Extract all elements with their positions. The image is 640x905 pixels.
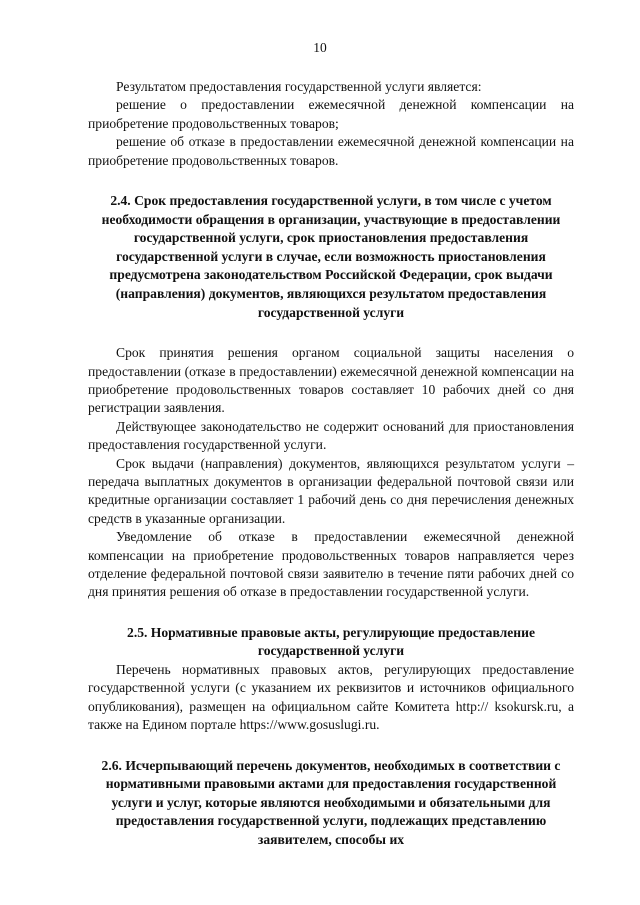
- spacer: [88, 735, 574, 757]
- section-2-5-paragraph-legal-acts: Перечень нормативных правовых актов, регулирующих предоставление государственной услуги (с указанием их реквизитов и источников официального опубликования), размещен на официальном сайте Комитета http:// ksokursk.ru, а также на Едином портале https://www.gosuslugi.ru.: [88, 662, 574, 733]
- spacer: [88, 170, 574, 192]
- section-2-5-heading: 2.5. Нормативные правовые акты, регулирующие предоставление государственной услуги: [127, 624, 535, 659]
- result-item-refusal: решение об отказе в предоставлении ежемесячной денежной компенсации на приобретение продовольственных товаров.: [88, 134, 574, 168]
- result-item-grant: решение о предоставлении ежемесячной денежной компенсации на приобретение продовольственных товаров;: [88, 97, 574, 131]
- spacer: [88, 602, 574, 624]
- spacer: [88, 322, 574, 344]
- section-2-4-paragraph-decision-term: Срок принятия решения органом социальной защиты населения о предоставлении (отказе в предоставлении) ежемесячной денежной компенсации на приобретение продовольственных товаров составляет 10 рабочих дней со дня регистрации заявления.: [88, 345, 574, 416]
- section-2-4-paragraph-issuance-term: Срок выдачи (направления) документов, являющихся результатом услуги – передача выплатных документов в организации федеральной почтовой связи или кредитные организации составляет 1 рабочий день со дня перечисления денежных средств в указанные организации.: [88, 455, 574, 526]
- page-content: [88, 78, 574, 850]
- result-intro: Результатом предоставления государственной услуги является:: [116, 79, 482, 94]
- section-2-6-heading: 2.6. Исчерпывающий перечень документов, необходимых в соответствии с нормативными правовыми актами для предоставления государственной услуги и услуг, которые являются необходимыми и обязательными для предоставления государственной услуги, подлежащих представлению заявителем, способы их: [101, 757, 561, 848]
- page-number: 10: [313, 40, 327, 55]
- section-2-4-paragraph-suspension: Действующее законодательство не содержит оснований для приостановления предоставления государственной услуги.: [88, 418, 574, 453]
- section-2-4-heading: 2.4. Срок предоставления государственной услуги, в том числе с учетом необходимости обращения в организации, участвующие в предоставлении государственной услуги, срок приостановления предоставления государственной услуги в случае, если возможность приостановления предусмотрена законодательством Российской Федерации, срок выдачи (направления) документов, являющихся результатом предоставления государственной услуги: [101, 193, 561, 320]
- section-2-4-paragraph-refusal-notice: Уведомление об отказе в предоставлении ежемесячной денежной компенсации на приобретение продовольственных товаров направляется через отделение федеральной почтовой связи заявителю в течение пяти рабочих дней со дня принятия решения об отказе в предоставлении государственной услуги.: [88, 529, 574, 600]
